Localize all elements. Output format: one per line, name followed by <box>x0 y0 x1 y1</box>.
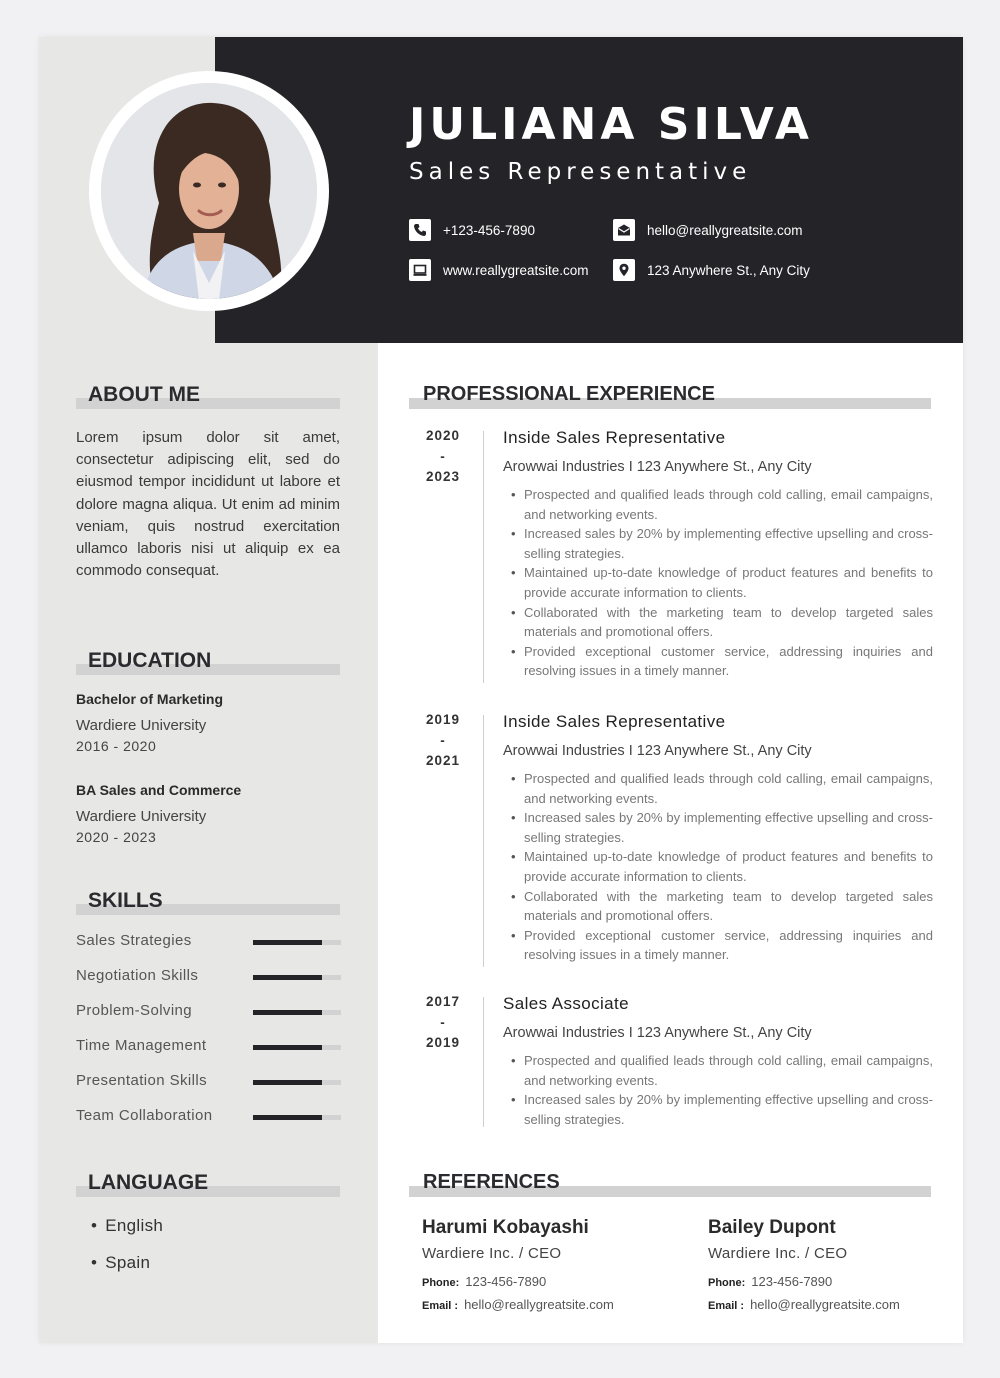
skill-name: Team Collaboration <box>76 1107 213 1124</box>
skill-row <box>76 932 341 954</box>
job-bullet: • Increased sales by 20% by implementing effective upselling and cross-selling strategies. <box>503 1090 933 1129</box>
reference-phone: Phone: 123-456-7890 <box>422 1274 547 1289</box>
reference-email: Email : hello@reallygreatsite.com <box>708 1297 900 1312</box>
education-degree: Bachelor of Marketing <box>76 691 224 707</box>
reference-name: Bailey Dupont <box>708 1217 836 1238</box>
reference-name: Harumi Kobayashi <box>422 1217 589 1238</box>
resume-page <box>39 37 963 1343</box>
language-item: • Spain <box>91 1253 150 1273</box>
job-bullet: • Maintained up-to-date knowledge of product features and benefits to provide accurate information to clients. <box>503 563 933 602</box>
education-school: Wardiere University <box>76 808 207 825</box>
contact-email-text: hello@reallygreatsite.com <box>647 222 803 238</box>
contact-phone <box>409 219 535 241</box>
skill-name: Negotiation Skills <box>76 967 199 984</box>
experience-years: 2020 - 2023 <box>425 428 461 484</box>
profile-photo-frame <box>89 71 329 311</box>
timeline-divider <box>483 997 484 1127</box>
skill-row <box>76 1107 341 1129</box>
candidate-role: Sales Representative <box>409 159 752 185</box>
job-bullet: • Increased sales by 20% by implementing effective upselling and cross-selling strategies. <box>503 808 933 847</box>
job-bullet: • Collaborated with the marketing team to develop targeted sales materials and promotional offers. <box>503 603 933 642</box>
contact-phone-text: +123-456-7890 <box>443 222 535 238</box>
experience-years: 2017 - 2019 <box>425 994 461 1050</box>
skill-level-fill <box>253 1010 322 1015</box>
skill-name: Problem-Solving <box>76 1002 193 1019</box>
reference-company: Wardiere Inc. / CEO <box>422 1245 562 1262</box>
contact-address <box>613 259 810 281</box>
skill-level-bar <box>253 1115 341 1120</box>
job-bullet: • Provided exceptional customer service, addressing inquiries and resolving issues in a timely manner. <box>503 926 933 965</box>
education-heading: EDUCATION <box>76 649 340 679</box>
phone-icon <box>409 219 431 241</box>
education-item <box>76 691 356 756</box>
education-degree: BA Sales and Commerce <box>76 782 242 798</box>
job-title: Inside Sales Representative <box>503 712 726 731</box>
skill-level-bar <box>253 975 341 980</box>
skill-name: Time Management <box>76 1037 207 1054</box>
skill-level-fill <box>253 1115 322 1120</box>
skill-level-bar <box>253 1010 341 1015</box>
job-company: Arowwai Industries I 123 Anywhere St., Any City <box>503 743 812 759</box>
job-company: Arowwai Industries I 123 Anywhere St., Any City <box>503 1025 812 1041</box>
about-text: Lorem ipsum dolor sit amet, consectetur adipiscing elit, sed do eiusmod tempor incididunt ut labore et dolore magna aliqua. Ut enim ad minim veniam, quis nostrud exercitation ullamco laboris nisi ut aliquip ex ea commodo consequat. <box>76 429 340 580</box>
reference-phone: Phone: 123-456-7890 <box>708 1274 833 1289</box>
experience-entry <box>503 428 933 681</box>
job-bullet: • Prospected and qualified leads through cold calling, email campaigns, and networking events. <box>503 485 933 524</box>
skill-level-bar <box>253 1045 341 1050</box>
skill-row <box>76 1072 341 1094</box>
job-title: Inside Sales Representative <box>503 428 726 447</box>
skill-name: Sales Strategies <box>76 932 192 949</box>
person-portrait-icon <box>101 83 317 299</box>
skill-row <box>76 967 341 989</box>
skill-level-fill <box>253 975 322 980</box>
envelope-icon <box>613 219 635 241</box>
language-heading: LANGUAGE <box>76 1171 340 1201</box>
candidate-name: JULIANA SILVA <box>409 99 813 150</box>
experience-heading: PROFESSIONAL EXPERIENCE <box>409 383 931 413</box>
job-bullets <box>503 1051 933 1129</box>
job-bullet: • Provided exceptional customer service, addressing inquiries and resolving issues in a timely manner. <box>503 642 933 681</box>
skill-level-fill <box>253 940 322 945</box>
job-bullet: • Increased sales by 20% by implementing effective upselling and cross-selling strategies. <box>503 524 933 563</box>
experience-entry <box>503 994 933 1129</box>
experience-years: 2019 - 2021 <box>425 712 461 768</box>
education-school: Wardiere University <box>76 717 207 734</box>
job-bullet: • Collaborated with the marketing team to develop targeted sales materials and promotional offers. <box>503 887 933 926</box>
timeline-divider <box>483 431 484 683</box>
skill-name: Presentation Skills <box>76 1072 207 1089</box>
language-item: • English <box>91 1216 163 1236</box>
contact-website-text: www.reallygreatsite.com <box>443 262 589 278</box>
skill-level-bar <box>253 1080 341 1085</box>
contact-website <box>409 259 589 281</box>
job-bullet: • Prospected and qualified leads through cold calling, email campaigns, and networking events. <box>503 1051 933 1090</box>
reference-card <box>422 1217 662 1320</box>
contact-address-text: 123 Anywhere St., Any City <box>647 262 810 278</box>
job-bullet: • Maintained up-to-date knowledge of product features and benefits to provide accurate information to clients. <box>503 847 933 886</box>
reference-email: Email : hello@reallygreatsite.com <box>422 1297 614 1312</box>
job-title: Sales Associate <box>503 994 630 1013</box>
monitor-icon <box>409 259 431 281</box>
skill-level-fill <box>253 1080 322 1085</box>
timeline-divider <box>483 715 484 967</box>
contact-email <box>613 219 803 241</box>
education-years: 2020 - 2023 <box>76 829 157 845</box>
reference-card <box>708 1217 948 1320</box>
about-heading: ABOUT ME <box>76 383 340 413</box>
skill-row <box>76 1002 341 1024</box>
skills-heading: SKILLS <box>76 889 340 919</box>
job-company: Arowwai Industries I 123 Anywhere St., Any City <box>503 459 812 475</box>
skill-level-bar <box>253 940 341 945</box>
experience-entry <box>503 712 933 965</box>
profile-photo <box>101 83 317 299</box>
skill-level-fill <box>253 1045 322 1050</box>
job-bullets <box>503 485 933 681</box>
skill-row <box>76 1037 341 1059</box>
education-years: 2016 - 2020 <box>76 738 157 754</box>
references-heading: REFERENCES <box>409 1171 931 1201</box>
reference-company: Wardiere Inc. / CEO <box>708 1245 848 1262</box>
education-item <box>76 782 356 847</box>
location-pin-icon <box>613 259 635 281</box>
job-bullets <box>503 769 933 965</box>
job-bullet: • Prospected and qualified leads through cold calling, email campaigns, and networking events. <box>503 769 933 808</box>
